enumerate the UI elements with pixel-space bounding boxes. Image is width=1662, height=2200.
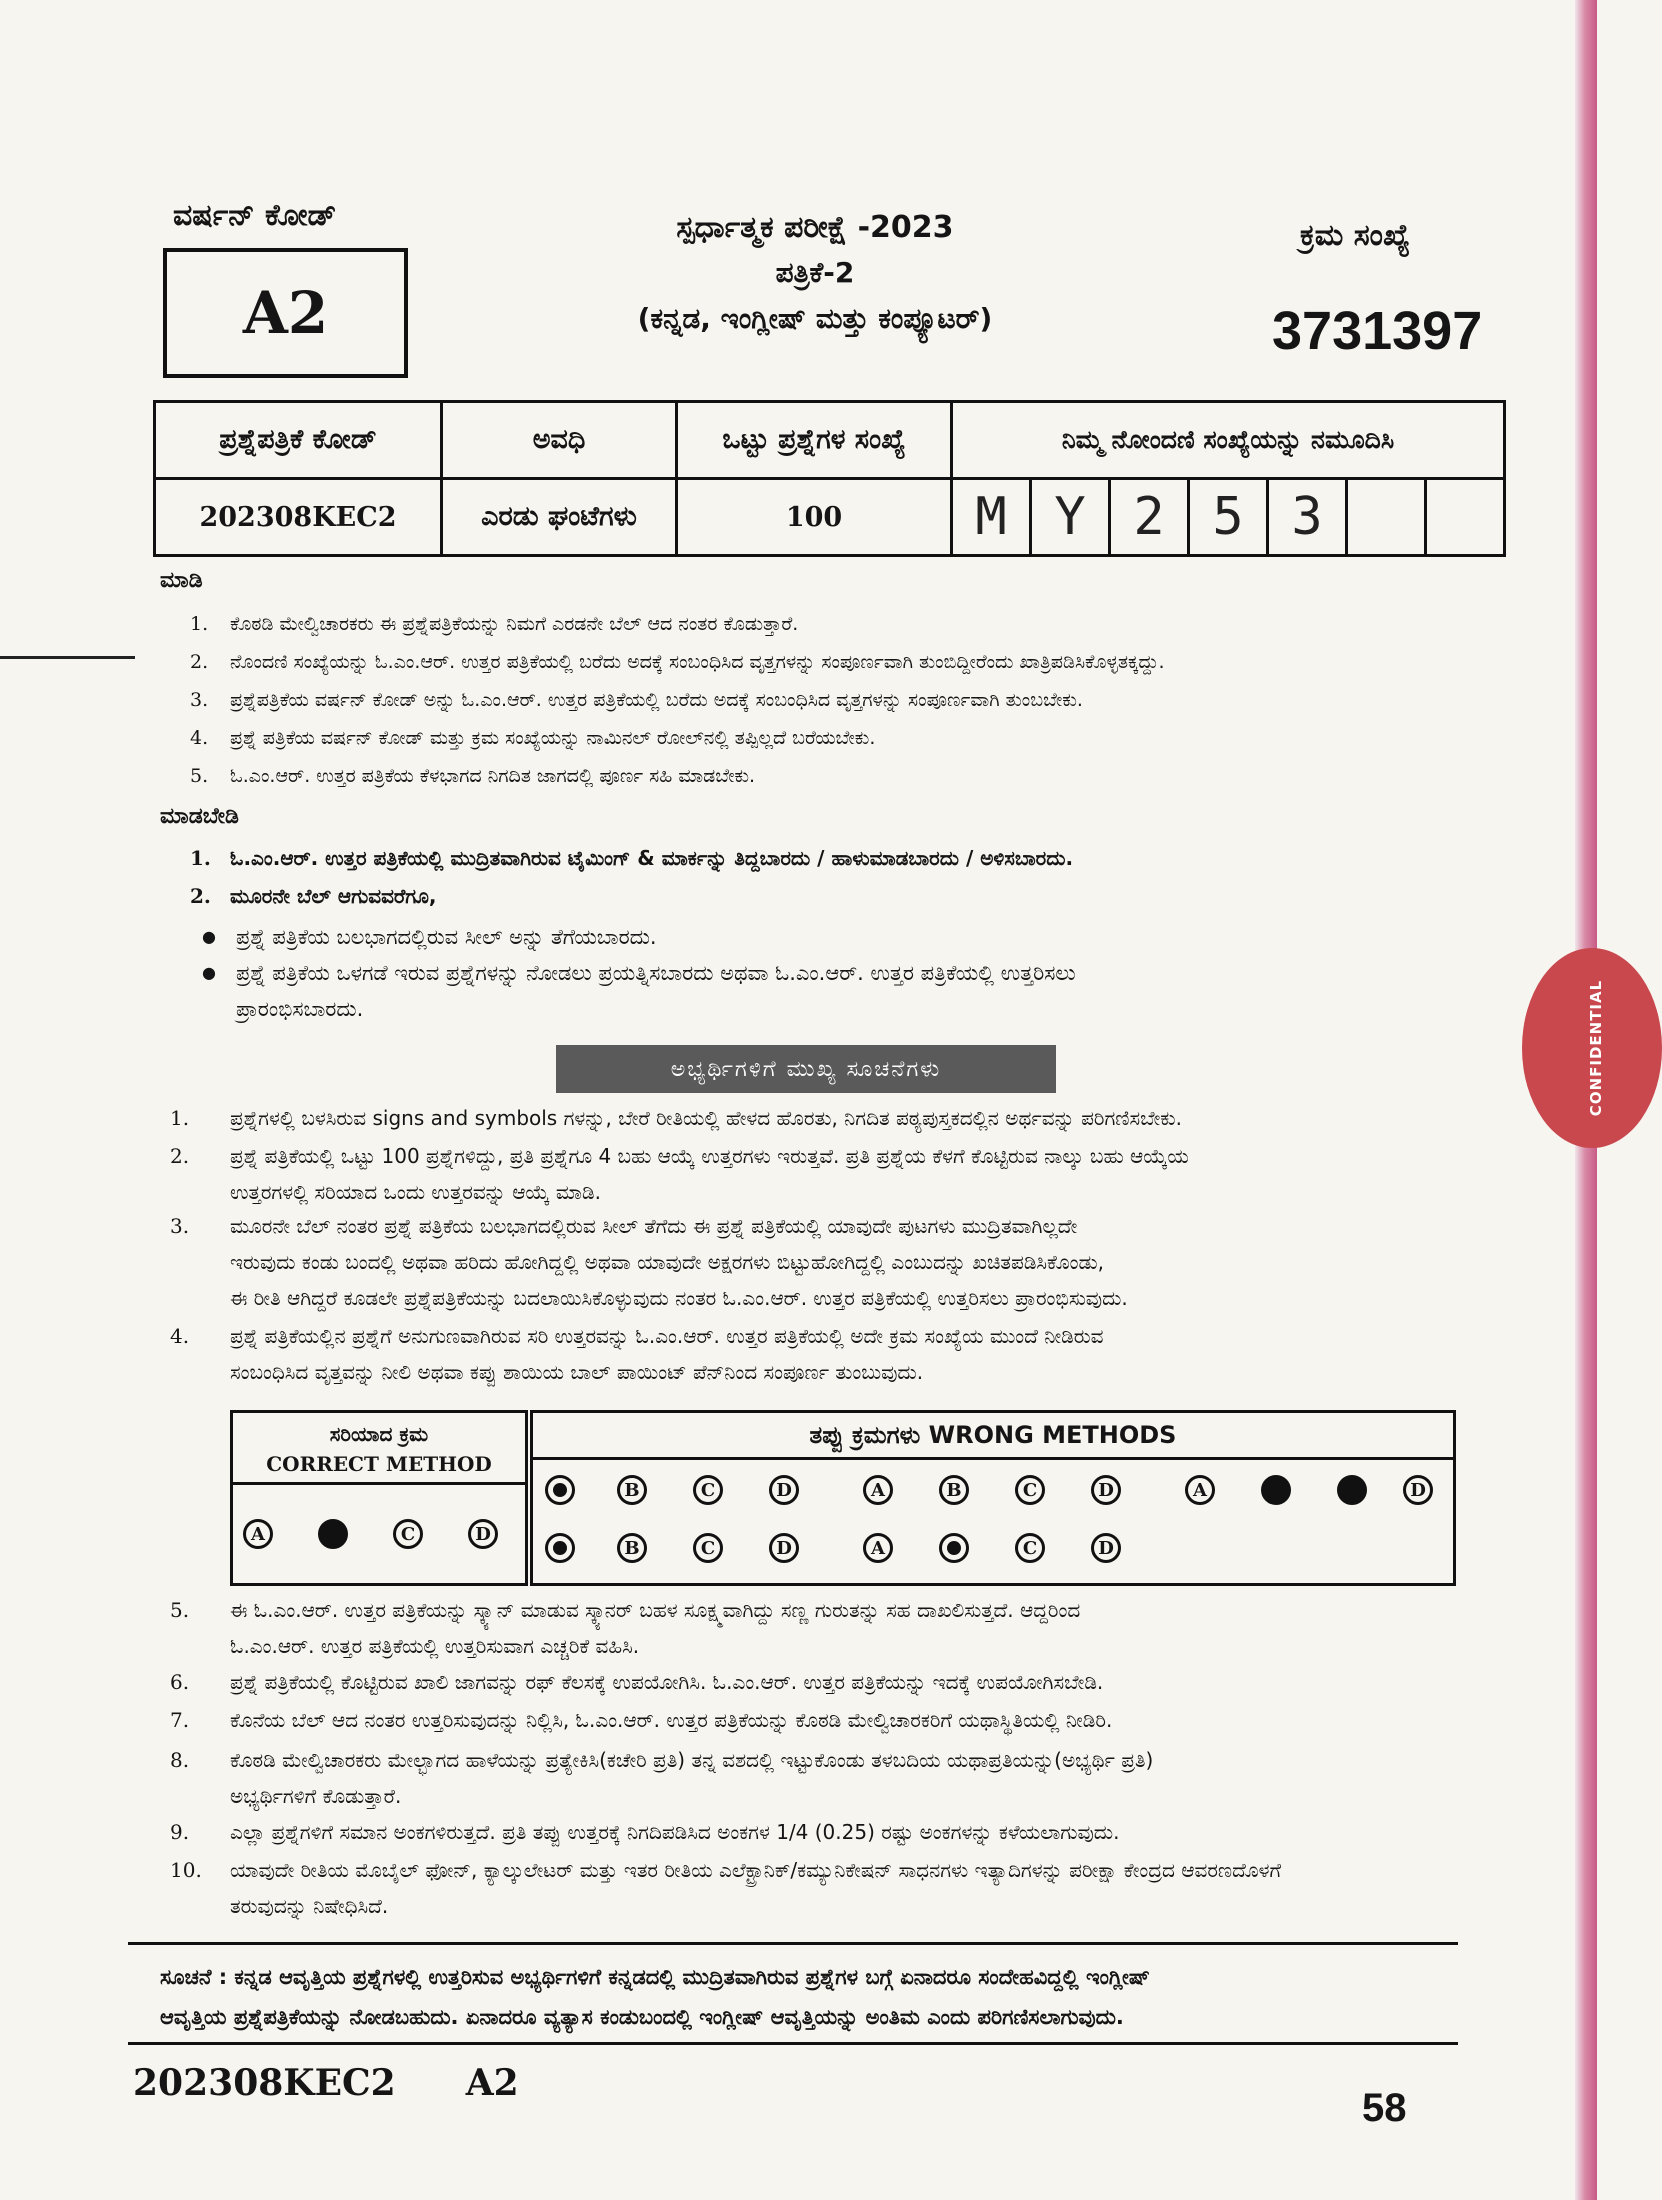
option-bubble: B bbox=[617, 1533, 647, 1563]
scribbled-bubble bbox=[545, 1475, 575, 1505]
divider bbox=[128, 2042, 1458, 2045]
total-questions-value: 100 bbox=[677, 479, 952, 556]
option-bubble: B bbox=[617, 1475, 647, 1505]
instructions-banner: ಅಭ್ಯರ್ಥಿಗಳಿಗೆ ಮುಖ್ಯ ಸೂಚನೆಗಳು bbox=[556, 1045, 1056, 1093]
option-bubble: C bbox=[1015, 1533, 1045, 1563]
donts-title: ಮಾಡಬೇಡಿ bbox=[160, 804, 239, 829]
partial-bubble bbox=[545, 1533, 575, 1563]
wrong-methods-title: ತಪ್ಪು ಕ್ರಮಗಳು WRONG METHODS bbox=[809, 1421, 1177, 1449]
option-bubble: A bbox=[1185, 1475, 1215, 1505]
exam-title: ಸ್ಪರ್ಧಾತ್ಮಕ ಪರೀಕ್ಷೆ -2023 bbox=[676, 210, 954, 245]
divider bbox=[128, 1942, 1458, 1945]
option-bubble: B bbox=[939, 1475, 969, 1505]
option-bubble: A bbox=[863, 1475, 893, 1505]
option-bubble: D bbox=[1091, 1533, 1121, 1563]
dos-item: 3. ಪ್ರಶ್ನೆಪತ್ರಿಕೆಯ ವರ್ಷನ್ ಕೋಡ್ ಅನ್ನು ಓ.ಎಂ.ಆರ್. ಉತ್ತರ ಪತ್ರಿಕೆಯಲ್ಲಿ ಬರೆದು ಅದಕ್ಕೆ ಸಂಬಂಧಿಸಿದ ವೃತ್ತಗಳನ್ನು ಸಂಪೂರ್ಣವಾಗಿ ತುಂಬಬೇಕು. bbox=[190, 689, 1083, 711]
partial-bubble bbox=[939, 1533, 969, 1563]
donts-bullet: ● ಪ್ರಶ್ನೆ ಪತ್ರಿಕೆಯ ಒಳಗಡೆ ಇರುವ ಪ್ರಶ್ನೆಗಳನ್ನು ನೋಡಲು ಪ್ರಯತ್ನಿಸಬಾರದು ಅಥವಾ ಓ.ಎಂ.ಆರ್. ಉತ್ತರ ಪತ್ರಿಕೆಯಲ್ಲಿ ಉತ್ತರಿಸಲು bbox=[236, 954, 1476, 992]
dos-item: 5. ಓ.ಎಂ.ಆರ್. ಉತ್ತರ ಪತ್ರಿಕೆಯ ಕೆಳಭಾಗದ ನಿಗದಿತ ಜಾಗದಲ್ಲಿ ಪೂರ್ಣ ಸಹಿ ಮಾಡಬೇಕು. bbox=[190, 765, 756, 787]
registration-cell[interactable]: 2 bbox=[1110, 479, 1189, 556]
correct-method-title-kn: ಸರಿಯಾದ ಕ್ರಮ bbox=[329, 1422, 429, 1446]
version-code-box bbox=[163, 248, 408, 378]
header-registration: ನಿಮ್ಮ ನೋಂದಣಿ ಸಂಖ್ಯೆಯನ್ನು ನಮೂದಿಸಿ bbox=[952, 402, 1505, 479]
instruction-item: 7. ಕೊನೆಯ ಬೆಲ್ ಆದ ನಂತರ ಉತ್ತರಿಸುವುದನ್ನು ನಿಲ್ಲಿಸಿ, ಓ.ಎಂ.ಆರ್. ಉತ್ತರ ಪತ್ರಿಕೆಯನ್ನು ಕೊಠಡಿ ಮೇಲ್ವಿಚಾರಕರಿಗೆ ಯಥಾಸ್ಥಿತಿಯಲ್ಲಿ ನೀಡಿರಿ. bbox=[170, 1708, 1113, 1732]
registration-cell[interactable] bbox=[1426, 479, 1505, 556]
paper-number: ಪತ್ರಿಕೆ-2 bbox=[775, 256, 855, 289]
header-total-questions: ಒಟ್ಟು ಪ್ರಶ್ನೆಗಳ ಸಂಖ್ಯೆ bbox=[677, 402, 952, 479]
instruction-item: 10. ಯಾವುದೇ ರೀತಿಯ ಮೊಬೈಲ್ ಫೋನ್, ಕ್ಯಾಲ್ಕುಲೇಟರ್ ಮತ್ತು ಇತರ ರೀತಿಯ ಎಲೆಕ್ಟ್ರಾನಿಕ್/ಕಮ್ಯುನಿಕೇಷನ್ ಸಾಧನಗಳು ಇತ್ಯಾದಿಗಳನ್ನು ಪರೀಕ್ಷಾ ಕೇಂದ್ರದ ಆವರಣದೊಳಗೆ ತರುವುದನ್ನು ನಿಷೇಧಿಸಿದೆ. bbox=[170, 1858, 1282, 1918]
registration-cell[interactable]: Y bbox=[1031, 479, 1110, 556]
option-bubble: D bbox=[1403, 1475, 1433, 1505]
correct-method-title-en: CORRECT METHOD bbox=[266, 1452, 492, 1476]
info-table bbox=[153, 400, 1506, 557]
filled-bubble bbox=[318, 1519, 348, 1549]
instruction-item: 2. ಪ್ರಶ್ನೆ ಪತ್ರಿಕೆಯಲ್ಲಿ ಒಟ್ಟು 100 ಪ್ರಶ್ನೆಗಳಿದ್ದು, ಪ್ರತಿ ಪ್ರಶ್ನೆಗೂ 4 ಬಹು ಆಯ್ಕೆ ಉತ್ತರಗಳು ಇರುತ್ತವೆ. ಪ್ರತಿ ಪ್ರಶ್ನೆಯ ಕೆಳಗೆ ಕೊಟ್ಟಿರುವ ನಾಲ್ಕು ಬಹು ಆಯ್ಕೆಯ ಉತ್ತರಗಳಲ್ಲಿ ಸರಿಯಾದ ಒಂದು ಉತ್ತರವನ್ನು ಆಯ್ಕೆ ಮಾಡಿ. bbox=[170, 1144, 1189, 1204]
option-bubble: A bbox=[863, 1533, 893, 1563]
correct-method-box bbox=[230, 1410, 528, 1586]
ticked-bubble: D bbox=[1091, 1475, 1121, 1505]
registration-cell[interactable]: M bbox=[952, 479, 1031, 556]
option-bubble: C bbox=[693, 1533, 723, 1563]
dos-item: 4. ಪ್ರಶ್ನೆ ಪತ್ರಿಕೆಯ ವರ್ಷನ್ ಕೋಡ್ ಮತ್ತು ಕ್ರಮ ಸಂಖ್ಯೆಯನ್ನು ನಾಮಿನಲ್ ರೋಲ್‌ನಲ್ಲಿ ತಪ್ಪಿಲ್ಲದೆ ಬರೆಯಬೇಕು. bbox=[190, 727, 876, 749]
info-table-value-row bbox=[155, 479, 1505, 556]
version-code-label: ವರ್ಷನ್ ಕೋಡ್ bbox=[173, 198, 337, 233]
confidential-seal bbox=[1522, 948, 1662, 1148]
question-code-value: 202308KEC2 bbox=[155, 479, 442, 556]
option-bubble: D bbox=[769, 1533, 799, 1563]
paper-subjects: (ಕನ್ನಡ, ಇಂಗ್ಲೀಷ್ ಮತ್ತು ಕಂಪ್ಯೂಟರ್) bbox=[637, 302, 993, 335]
correct-method-header bbox=[233, 1413, 525, 1485]
instruction-item: 3. ಮೂರನೇ ಬೆಲ್ ನಂತರ ಪ್ರಶ್ನೆ ಪತ್ರಿಕೆಯ ಬಲಭಾಗದಲ್ಲಿರುವ ಸೀಲ್ ತೆಗೆದು ಈ ಪ್ರಶ್ನೆ ಪತ್ರಿಕೆಯಲ್ಲಿ ಯಾವುದೇ ಪುಟಗಳು ಮುದ್ರಿತವಾಗಿಲ್ಲದೇ ಇರುವುದು ಕಂಡು ಬಂದಲ್ಲಿ ಅಥವಾ ಹರಿದು ಹೋಗಿದ್ದಲ್ಲಿ ಅಥವಾ ಯಾವುದೇ ಅಕ್ಷರಗಳು ಬಿಟ್ಟುಹೋಗಿದ್ದಲ್ಲಿ ಎಂಬುದನ್ನು ಖಚಿತಪಡಿಸಿಕೊಂಡು, ಈ ರೀತಿ ಆಗಿದ್ದರೆ ಕೂಡಲೇ ಪ್ರಶ್ನೆಪತ್ರಿಕೆಯನ್ನು ಬದಲಾಯಿಸಿಕೊಳ್ಳುವುದು ನಂತರ ಓ.ಎಂ.ಆರ್. ಉತ್ತರ ಪತ್ರಿಕೆಯಲ್ಲಿ ಉತ್ತರಿಸಲು ಪ್ರಾರಂಭಿಸುವುದು. bbox=[170, 1214, 1128, 1310]
note-line: ಸೂಚನೆ : ಕನ್ನಡ ಆವೃತ್ತಿಯ ಪ್ರಶ್ನೆಗಳಲ್ಲಿ ಉತ್ತರಿಸುವ ಅಭ್ಯರ್ಥಿಗಳಿಗೆ ಕನ್ನಡದಲ್ಲಿ ಮುದ್ರಿತವಾಗಿರುವ ಪ್ರಶ್ನೆಗಳ ಬಗ್ಗೆ ಏನಾದರೂ ಸಂದೇಹವಿದ್ದಲ್ಲಿ ಇಂಗ್ಲೀಷ್ bbox=[160, 1965, 1151, 1989]
serial-number: 3731397 bbox=[1272, 301, 1483, 361]
donts-item: 2. ಮೂರನೇ ಬೆಲ್ ಆಗುವವರೆಗೂ, bbox=[190, 884, 437, 908]
option-bubble: C bbox=[693, 1475, 723, 1505]
version-code: A2 bbox=[242, 279, 329, 347]
margin-line bbox=[0, 656, 135, 659]
instruction-item: 8. ಕೊಠಡಿ ಮೇಲ್ವಿಚಾರಕರು ಮೇಲ್ಭಾಗದ ಹಾಳೆಯನ್ನು ಪ್ರತ್ಯೇಕಿಸಿ(ಕಚೇರಿ ಪ್ರತಿ) ತನ್ನ ವಶದಲ್ಲಿ ಇಟ್ಟುಕೊಂಡು ತಳಬದಿಯ ಯಥಾಪ್ರತಿಯನ್ನು(ಅಭ್ಯರ್ಥಿ ಪ್ರತಿ) ಅಭ್ಯರ್ಥಿಗಳಿಗೆ ಕೊಡುತ್ತಾರೆ. bbox=[170, 1748, 1154, 1808]
header-duration: ಅವಧಿ bbox=[442, 402, 677, 479]
donts-bullet-continuation: ಪ್ರಾರಂಭಿಸಬಾರದು. bbox=[236, 997, 364, 1021]
seal-text: CONFIDENTIAL bbox=[1587, 979, 1606, 1117]
dos-title: ಮಾಡಿ bbox=[160, 568, 203, 593]
option-bubble: C bbox=[1015, 1475, 1045, 1505]
divider bbox=[533, 1457, 1453, 1460]
page-number: 58 bbox=[1362, 2086, 1407, 2130]
donts-bullet: ● ಪ್ರಶ್ನೆ ಪತ್ರಿಕೆಯ ಬಲಭಾಗದಲ್ಲಿರುವ ಸೀಲ್ ಅನ್ನು ತೆಗೆಯಬಾರದು. bbox=[236, 918, 1476, 956]
filled-bubble bbox=[1261, 1475, 1291, 1505]
instruction-item: 4. ಪ್ರಶ್ನೆ ಪತ್ರಿಕೆಯಲ್ಲಿನ ಪ್ರಶ್ನೆಗೆ ಅನುಗುಣವಾಗಿರುವ ಸರಿ ಉತ್ತರವನ್ನು ಓ.ಎಂ.ಆರ್. ಉತ್ತರ ಪತ್ರಿಕೆಯಲ್ಲಿ ಅದೇ ಕ್ರಮ ಸಂಖ್ಯೆಯ ಮುಂದೆ ನೀಡಿರುವ ಸಂಬಂಧಿಸಿದ ವೃತ್ತವನ್ನು ನೀಲಿ ಅಥವಾ ಕಪ್ಪು ಶಾಯಿಯ ಬಾಲ್ ಪಾಯಿಂಟ್ ಪೆನ್‌ನಿಂದ ಸಂಪೂರ್ಣ ತುಂಬುವುದು. bbox=[170, 1324, 1104, 1384]
instruction-item: 9. ಎಲ್ಲಾ ಪ್ರಶ್ನೆಗಳಿಗೆ ಸಮಾನ ಅಂಕಗಳಿರುತ್ತದೆ. ಪ್ರತಿ ತಪ್ಪು ಉತ್ತರಕ್ಕೆ ನಿಗದಿಪಡಿಸಿದ ಅಂಕಗಳ 1/4 (0.25) ರಷ್ಟು ಅಂಕಗಳನ್ನು ಕಳೆಯಲಾಗುವುದು. bbox=[170, 1820, 1120, 1844]
duration-value: ಎರಡು ಘಂಟೆಗಳು bbox=[442, 479, 677, 556]
registration-cell[interactable]: 5 bbox=[1189, 479, 1268, 556]
option-bubble: D bbox=[468, 1519, 498, 1549]
donts-item: 1. ಓ.ಎಂ.ಆರ್. ಉತ್ತರ ಪತ್ರಿಕೆಯಲ್ಲಿ ಮುದ್ರಿತವಾಗಿರುವ ಟೈಮಿಂಗ್ & ಮಾರ್ಕನ್ನು ತಿದ್ದಬಾರದು / ಹಾಳುಮಾಡಬಾರದು / ಅಳಿಸಬಾರದು. bbox=[190, 846, 1074, 870]
info-table-header-row bbox=[155, 402, 1505, 479]
registration-cell[interactable]: 3 bbox=[1268, 479, 1347, 556]
instruction-item: 1. ಪ್ರಶ್ನೆಗಳಲ್ಲಿ ಬಳಸಿರುವ signs and symbols ಗಳನ್ನು, ಬೇರೆ ರೀತಿಯಲ್ಲಿ ಹೇಳದ ಹೊರತು, ನಿಗದಿತ ಪಠ್ಯಪುಸ್ತಕದಲ್ಲಿನ ಅರ್ಥವನ್ನು ಪರಿಗಣಿಸಬೇಕು. bbox=[170, 1106, 1183, 1130]
footer-code: 202308KEC2 A2 bbox=[133, 2062, 519, 2104]
filled-bubble bbox=[1337, 1475, 1367, 1505]
note-line: ಆವೃತ್ತಿಯ ಪ್ರಶ್ನೆಪತ್ರಿಕೆಯನ್ನು ನೋಡಬಹುದು. ಏನಾದರೂ ವ್ಯತ್ಯಾಸ ಕಂಡುಬಂದಲ್ಲಿ ಇಂಗ್ಲೀಷ್ ಆವೃತ್ತಿಯನ್ನು ಅಂತಿಮ ಎಂದು ಪರಿಗಣಿಸಲಾಗುವುದು. bbox=[160, 2005, 1124, 2029]
option-bubble: A bbox=[243, 1519, 273, 1549]
dos-item: 2. ನೊಂದಣಿ ಸಂಖ್ಯೆಯನ್ನು ಓ.ಎಂ.ಆರ್. ಉತ್ತರ ಪತ್ರಿಕೆಯಲ್ಲಿ ಬರೆದು ಅದಕ್ಕೆ ಸಂಬಂಧಿಸಿದ ವೃತ್ತಗಳನ್ನು ಸಂಪೂರ್ಣವಾಗಿ ತುಂಬಿದ್ದೀರೆಂದು ಖಾತ್ರಿಪಡಿಸಿಕೊಳ್ಳತಕ್ಕದ್ದು. bbox=[190, 651, 1165, 673]
dos-item: 1. ಕೊಠಡಿ ಮೇಲ್ವಿಚಾರಕರು ಈ ಪ್ರಶ್ನೆಪತ್ರಿಕೆಯನ್ನು ನಿಮಗೆ ಎರಡನೇ ಬೆಲ್ ಆದ ನಂತರ ಕೊಡುತ್ತಾರೆ. bbox=[190, 613, 799, 635]
wrong-methods-box bbox=[530, 1410, 1456, 1586]
serial-label: ಕ್ರಮ ಸಂಖ್ಯೆ bbox=[1300, 218, 1411, 253]
header-question-code: ಪ್ರಶ್ನೆಪತ್ರಿಕೆ ಕೋಡ್ bbox=[155, 402, 442, 479]
instruction-item: 5. ಈ ಓ.ಎಂ.ಆರ್. ಉತ್ತರ ಪತ್ರಿಕೆಯನ್ನು ಸ್ಕ್ಯಾನ್ ಮಾಡುವ ಸ್ಕ್ಯಾನರ್ ಬಹಳ ಸೂಕ್ಷ್ಮವಾಗಿದ್ದು ಸಣ್ಣ ಗುರುತನ್ನು ಸಹ ದಾಖಲಿಸುತ್ತದೆ. ಆದ್ದರಿಂದ ಓ.ಎಂ.ಆರ್. ಉತ್ತರ ಪತ್ರಿಕೆಯಲ್ಲಿ ಉತ್ತರಿಸುವಾಗ ಎಚ್ಚರಿಕೆ ವಹಿಸಿ. bbox=[170, 1598, 1081, 1658]
registration-cell[interactable] bbox=[1347, 479, 1426, 556]
option-bubble: C bbox=[393, 1519, 423, 1549]
option-bubble: D bbox=[769, 1475, 799, 1505]
instruction-item: 6. ಪ್ರಶ್ನೆ ಪತ್ರಿಕೆಯಲ್ಲಿ ಕೊಟ್ಟಿರುವ ಖಾಲಿ ಜಾಗವನ್ನು ರಫ್ ಕೆಲಸಕ್ಕೆ ಉಪಯೋಗಿಸಿ. ಓ.ಎಂ.ಆರ್. ಉತ್ತರ ಪತ್ರಿಕೆಯನ್ನು ಇದಕ್ಕೆ ಉಪಯೋಗಿಸಬೇಡಿ. bbox=[170, 1670, 1104, 1694]
